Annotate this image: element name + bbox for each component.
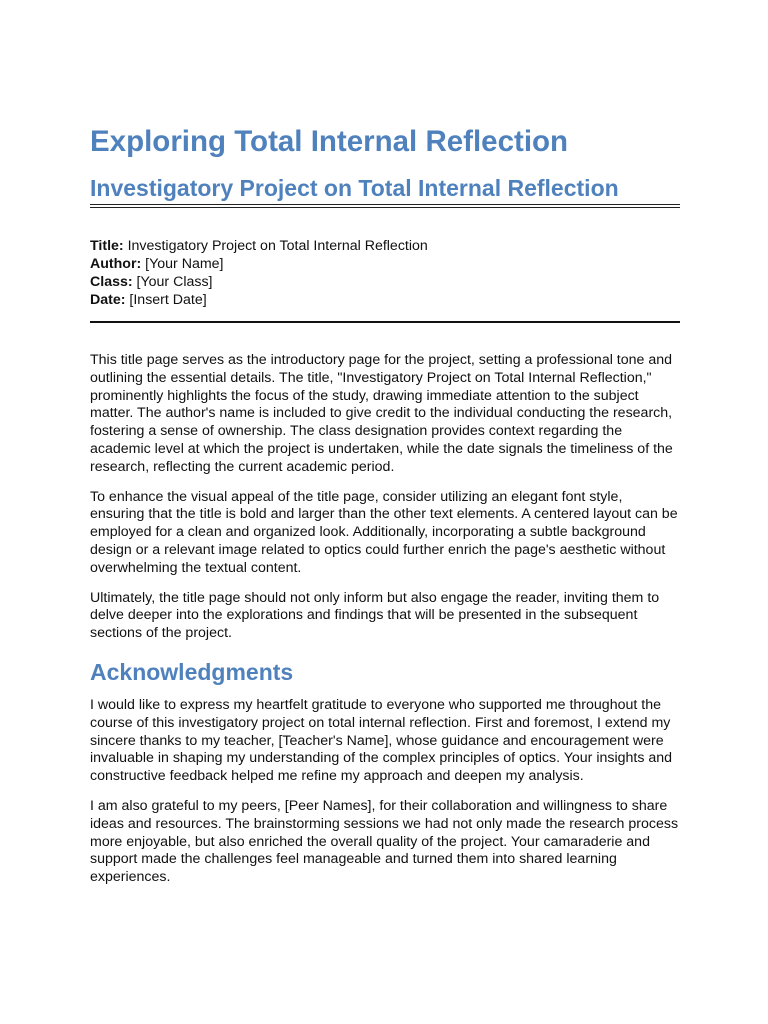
meta-title-value: Investigatory Project on Total Internal Reflection	[123, 238, 428, 254]
meta-author-line	[90, 255, 680, 273]
metadata-divider	[90, 321, 680, 323]
document-page	[90, 122, 680, 899]
meta-class-value: [Your Class]	[132, 274, 213, 290]
intro-paragraph: This title page serves as the introductory page for the project, setting a professional tone and outlining the essential details. The title, "Investigatory Project on Total Internal Reflection," prominently highlights the focus of the study, drawing immediate attention to the subject matter. The author's name is included to give credit to the individual conducting the research, fostering a sense of ownership. The class designation provides context regarding the academic level at which the project is undertaken, while the date signals the timeliness of the research, reflecting the current academic period.	[90, 352, 673, 475]
meta-author-label: Author:	[90, 256, 142, 272]
acknowledgments-section	[90, 697, 680, 887]
meta-title-label: Title:	[90, 238, 124, 254]
meta-class-line	[90, 273, 680, 291]
meta-author-value: [Your Name]	[141, 256, 224, 272]
intro-section	[90, 352, 680, 643]
meta-date-line	[90, 291, 680, 309]
metadata-block	[90, 237, 680, 309]
intro-paragraph: Ultimately, the title page should not only inform but also engage the reader, inviting them to delve deeper into the explorations and findings that will be presented in the subsequent sections of the project.	[90, 589, 660, 642]
acknowledgments-heading: Acknowledgments	[90, 658, 294, 685]
document-title: Exploring Total Internal Reflection	[90, 125, 569, 158]
meta-date-value: [Insert Date]	[125, 292, 207, 308]
meta-title-line	[90, 237, 680, 255]
acknowledgments-paragraph: I am also grateful to my peers, [Peer Names], for their collaboration and willingness to share ideas and resources. The brainstorming sessions we had not only made the research process more enjoyable, but also enriched the overall quality of the project. Your camaraderie and support made the challenges feel manageable and turned them into shared learning experiences.	[90, 797, 679, 886]
intro-paragraph: To enhance the visual appeal of the title page, consider utilizing an elegant font style, ensuring that the title is bold and larger than the other text elements. A centered layout can be employed for a clean and organized look. Additionally, incorporating a subtle background design or a relevant image related to optics could further enrich the page's aesthetic without overwhelming the textual content.	[90, 488, 678, 576]
meta-date-label: Date:	[90, 292, 126, 308]
acknowledgments-paragraph: I would like to express my heartfelt gratitude to everyone who supported me throughout the course of this investigatory project on total internal reflection. First and foremost, I extend my sincere thanks to my teacher, [Teacher's Name], whose guidance and encouragement were invaluable in shaping my understanding of the complex principles of optics. Your insights and constructive feedback helped me refine my approach and deepen my analysis.	[90, 696, 673, 785]
meta-class-label: Class:	[90, 274, 133, 290]
title-divider	[90, 204, 680, 208]
document-subtitle: Investigatory Project on Total Internal Reflection	[90, 175, 619, 201]
